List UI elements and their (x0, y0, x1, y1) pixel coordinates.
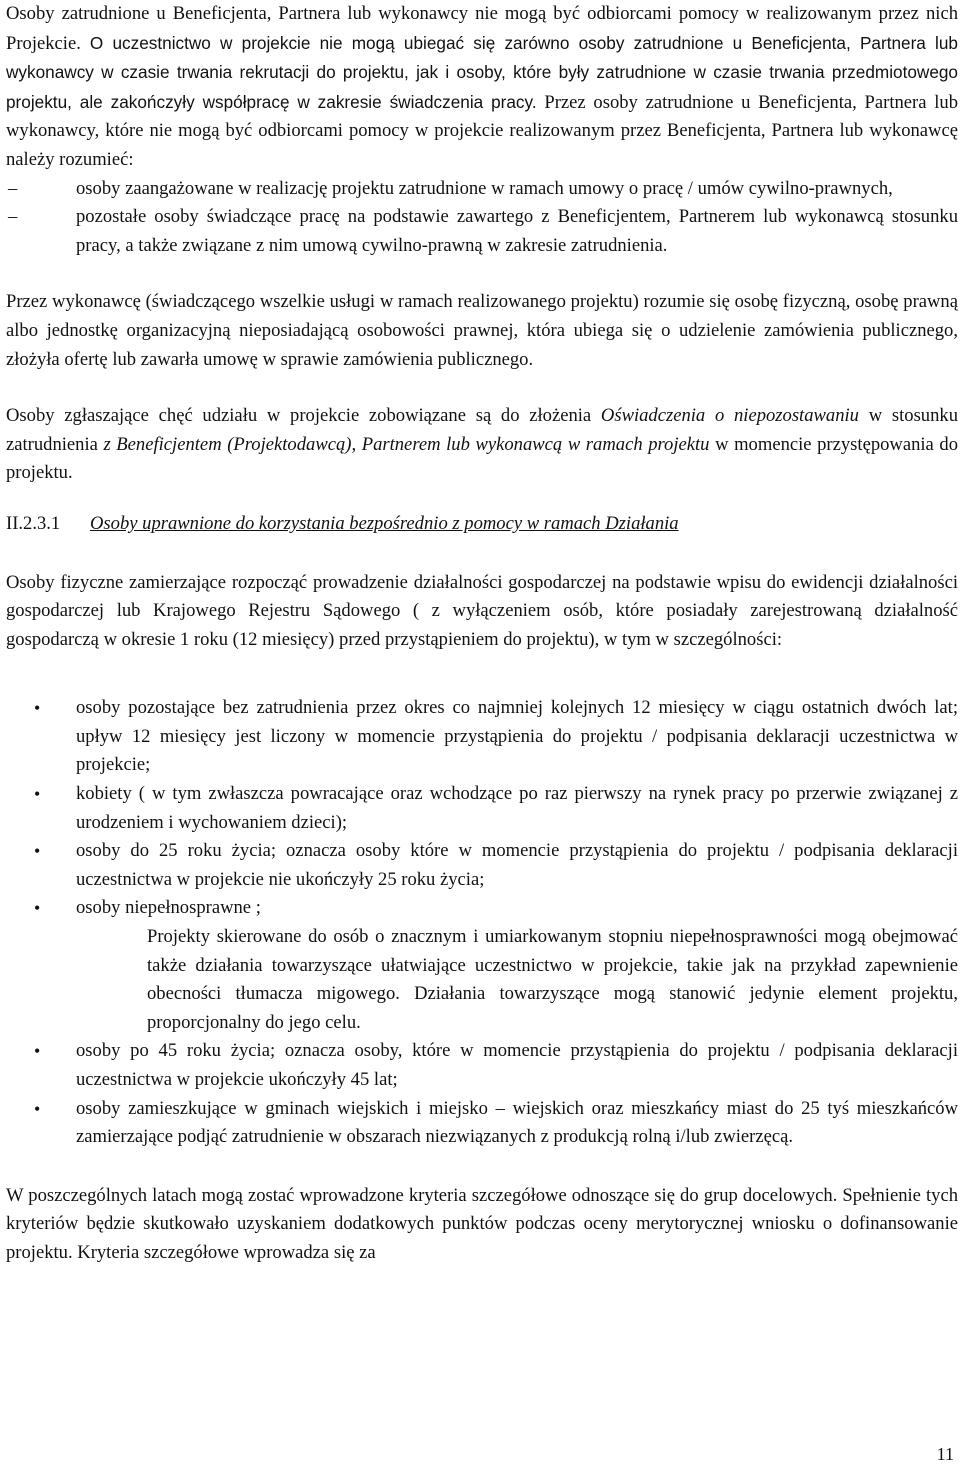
paragraph-declaration (6, 402, 958, 488)
dash-marker: – (8, 177, 18, 199)
bullet-list (6, 694, 958, 923)
list-item-text: pozostałe osoby świadczące pracę na podstawie zawartego z Beneficjentem, Partnerem lub wykonawcą stosunku pracy, a także związane z nim umową cywilno-prawną w zakresie zatrudnienia. (76, 206, 958, 256)
document-page (6, 0, 958, 1268)
list-item-text: osoby po 45 roku życia; oznacza osoby, które w momencie przystąpienia do projektu / podpisania deklaracji uczestnictwa w projekcie ukończyły 45 lat; (76, 1040, 958, 1090)
list-item-text: osoby zaangażowane w realizację projektu zatrudnione w ramach umowy o pracę / umów cywilno-prawnych, (76, 177, 893, 199)
list-item-text: osoby zamieszkujące w gminach wiejskich i miejsko – wiejskich oraz mieszkańcy miast do 25 tyś mieszkańców zamierzające podjąć zatrudnienie w obszarach niezwiązanych z produkcją rolną i/lub zwierzęcą. (76, 1097, 958, 1148)
bullet-marker: • (34, 1041, 41, 1062)
list-item (6, 1037, 958, 1094)
paragraph-contractor-definition: Przez wykonawcę (świadczącego wszelkie usługi w ramach realizowanego projektu) rozumie się osobę fizyczną, osobę prawną albo jednostkę organizacyjną nieposiadającą osobowości prawnej, która ubiega się o udzielenie zamówienia publicznego, złożyła ofertę lub zawarła umowę w sprawie zamówienia publicznego. (6, 291, 958, 370)
list-item-text: osoby pozostające bez zatrudnienia przez okres co najmniej kolejnych 12 miesięcy w ciągu ostatnich dwóch lat; upływ 12 miesięcy jest liczony w momencie przystąpienia do projektu / podpisania deklaracji uczestnictwa w projekcie; (76, 697, 958, 776)
bullet-marker: • (34, 841, 41, 862)
section-number: II.2.3.1 (6, 512, 61, 534)
dash-marker: – (8, 206, 18, 228)
list-item (6, 837, 958, 894)
paragraph-text: Przez osoby zatrudnione u Beneficjenta, Partnera lub wykonawcy, które nie mogą być odbiorcami pomocy w projekcie realizowanym przez Beneficjenta, Partnera lub wykonawcę należy rozumieć: (6, 91, 958, 170)
list-item (6, 175, 958, 204)
section-heading (6, 510, 958, 539)
paragraph-text: Osoby zatrudnione u Beneficjenta, Partnera lub wykonawcy nie mogą być odbiorcami pomocy w realizowanym przez nich Projekcie. (6, 3, 958, 54)
bullet-marker: • (34, 1098, 41, 1119)
paragraph-text: w momencie przystępowania do projektu. (6, 433, 958, 484)
page-number: 11 (936, 1444, 954, 1464)
list-item-text: osoby niepełnosprawne ; (76, 897, 261, 919)
section-title: Osoby uprawnione do korzystania bezpośrednio z pomocy w ramach Działania (90, 512, 679, 534)
paragraph-text: Osoby zgłaszające chęć udziału w projekcie zobowiązane są do złożenia (6, 405, 601, 427)
paragraph-employees-excluded (6, 0, 958, 175)
bullet-marker: • (34, 698, 41, 719)
bullet-marker: • (34, 784, 41, 805)
list-item (6, 203, 958, 260)
paragraph-text: w stosunku zatrudnienia (6, 405, 958, 455)
subparagraph-disabled-projects: Projekty skierowane do osób o znacznym i umiarkowanym stopniu niepełnosprawności mogą obejmować także działania towarzyszące ułatwiające uczestnictwo w projekcie, takie jak na przykład zapewnienie obecności tłumacza migowego. Działania towarzyszące mogą stanowić jedynie element projektu, proporcjonalny do jego celu. (147, 926, 958, 1033)
list-item-text: osoby do 25 roku życia; oznacza osoby które w momencie przystąpienia do projektu / podpisania deklaracji uczestnictwa w projekcie nie ukończyły 25 roku życia; (76, 840, 958, 890)
paragraph-detailed-criteria: W poszczególnych latach mogą zostać wprowadzone kryteria szczegółowe odnoszące się do grup docelowych. Spełnienie tych kryteriów będzie skutkowało uzyskaniem dodatkowych punktów podczas oceny merytorycznej wniosku o dofinansowanie projektu. Kryteria szczegółowe wprowadza się za (6, 1184, 958, 1263)
bullet-marker: • (34, 898, 41, 919)
list-item-text: kobiety ( w tym zwłaszcza powracające oraz wchodzące po raz pierwszy na rynek pracy po przerwie związanej z urodzeniem i wychowaniem dzieci); (76, 783, 958, 833)
list-item (6, 894, 958, 923)
list-item (6, 1095, 958, 1152)
paragraph-italic: Oświadczenia o niepozostawaniu (600, 405, 859, 427)
bullet-list (6, 1037, 958, 1151)
paragraph-eligible-persons: Osoby fizyczne zamierzające rozpocząć prowadzenie działalności gospodarczej na podstawie wpisu do ewidencji działalności gospodarczej lub Krajowego Rejestru Sądowego ( z wyłączeniem osób, które posiadały zarejestrowaną działalność gospodarczą w okresie 1 roku (12 miesięcy) przed przystąpieniem do projektu), w tym w szczególności: (6, 571, 958, 650)
paragraph-text-sans: O uczestnictwo w projekcie nie mogą ubiegać się zarówno osoby zatrudnione u Beneficjenta, Partnera lub wykonawcy w czasie trwania rekrutacji do projektu, jak i osoby, które były zatrudnione w czasie trwania przedmiotowego projektu, ale zakończyły współpracę w zakresie świadczenia pracy. (6, 32, 958, 112)
dash-list (6, 175, 958, 261)
paragraph-italic: z Beneficjentem (Projektodawcą), Partnerem lub wykonawcą w ramach projektu (103, 433, 710, 455)
list-item (6, 694, 958, 780)
list-item (6, 780, 958, 837)
